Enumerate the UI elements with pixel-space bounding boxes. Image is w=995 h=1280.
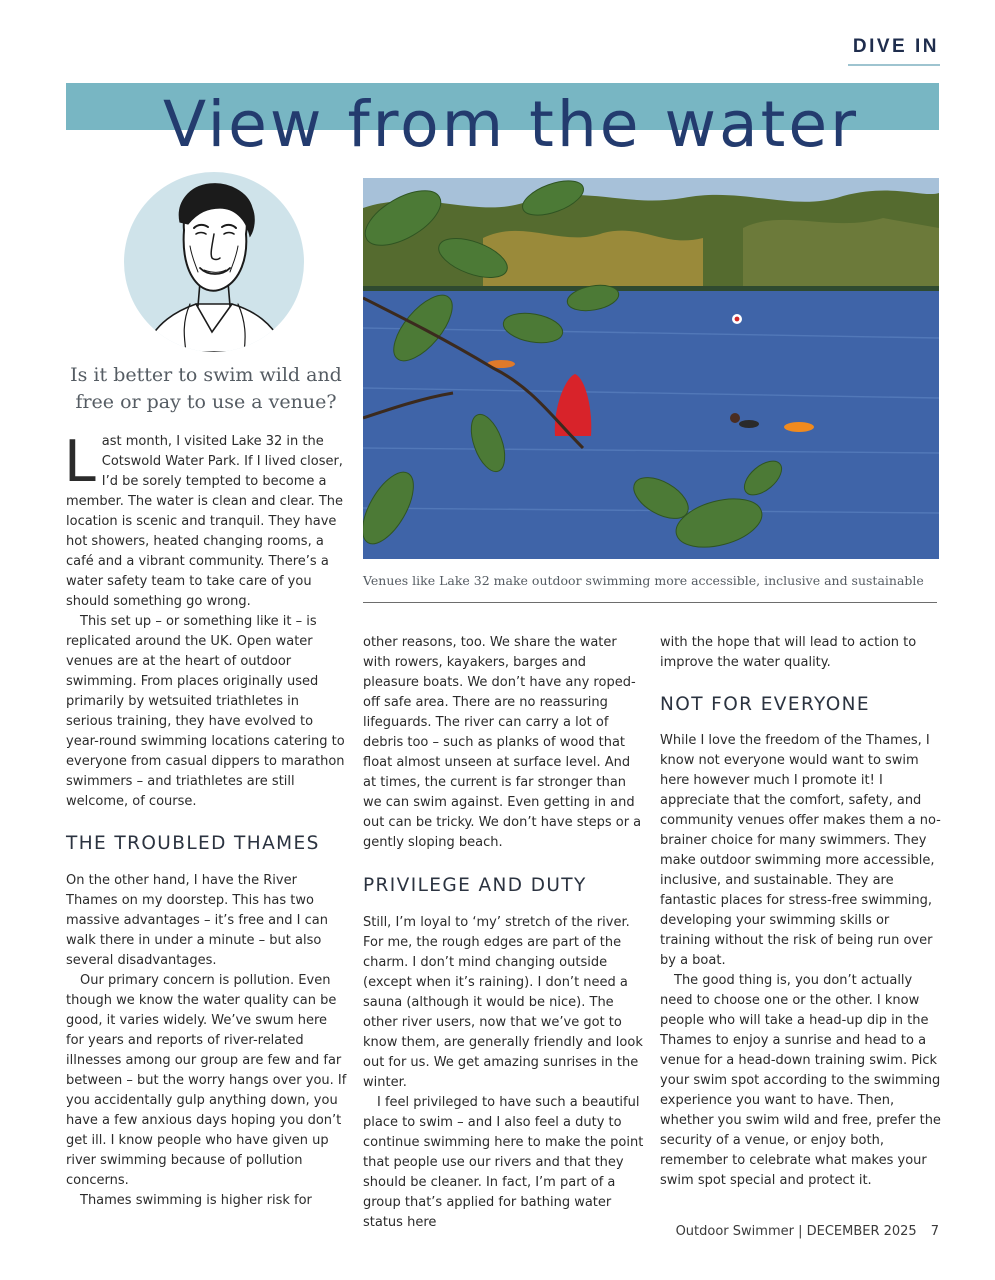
column-2	[363, 633, 646, 1233]
paragraph: Still, I’m loyal to ‘my’ stretch of the river. For me, the rough edges are part of the charm. I don’t mind changing outside (except when it’s raining). I don’t need a sauna (although it would be nice). The other river users, now that we’ve got to know them, are generally friendly and look out for us. We get amazing sunrises in the winter.	[363, 915, 643, 1090]
section-rule	[848, 64, 940, 66]
paragraph: Our primary concern is pollution. Even though we know the water quality can be good, it varies widely. We’ve swum here for years and reports of river-related illnesses among our group are few and far between – but the worry hangs over you. If you accidentally gulp anything down, you have a few anxious days hoping you don’t get ill. I know people who have given up river swimming because of pollution concerns.	[66, 973, 347, 1188]
paragraph: Thames swimming is higher risk for	[80, 1193, 312, 1208]
publication-name: Outdoor Swimmer | DECEMBER 2025	[675, 1224, 917, 1239]
lake-photo	[363, 178, 939, 559]
paragraph: This set up – or something like it – is replicated around the UK. Open water venues are at the heart of outdoor swimming. From places originally used primarily by wetsuited triathletes in serious training, they have evolved to year-round swimming locations catering to everyone from casual dippers to marathon swimmers – and triathletes are still welcome, of course.	[66, 614, 345, 809]
photo-caption: Venues like Lake 32 make outdoor swimming more accessible, inclusive and sustainable	[363, 573, 924, 588]
article-title: View from the water	[162, 88, 860, 161]
page-footer	[676, 1224, 939, 1239]
paragraph: other reasons, too. We share the water with rowers, kayakers, barges and pleasure boats. We don’t have any roped-off safe area. There are no reassuring lifeguards. The river can carry a lot of debris too – such as planks of wood that float almost unseen at surface level. And at times, the current is far stronger than we can swim against. Even getting in and out can be tricky. We don’t have steps or a gently sloping beach.	[363, 635, 642, 850]
column-3	[660, 633, 943, 1191]
section-heading: PRIVILEGE AND DUTY	[363, 875, 587, 896]
drop-cap: L	[64, 429, 96, 495]
paragraph: with the hope that will lead to action to improve the water quality.	[660, 635, 917, 670]
paragraph-text: ast month, I visited Lake 32 in the Cotswold Water Park. If I lived closer, I’d be sorely tempted to become a member. The water is clean and clear. The location is scenic and tranquil. They have hot showers, heated changing rooms, a café and a vibrant community. There’s a water safety team to take care of you should something go wrong.	[66, 434, 343, 609]
author-portrait-illustration	[124, 172, 304, 352]
page-number: 7	[930, 1224, 939, 1239]
paragraph: While I love the freedom of the Thames, I know not everyone would want to swim here however much I promote it! I appreciate that the comfort, safety, and community venues offer makes them a no-brainer choice for many swimmers. They make outdoor swimming more accessible, inclusive, and sustainable. They are fantastic places for stress-free swimming, developing your swimming skills or training without the risk of being run over by a boat.	[660, 733, 941, 968]
section-heading: NOT FOR EVERYONE	[660, 694, 871, 715]
paragraph: On the other hand, I have the River Thames on my doorstep. This has two massive advantages – it’s free and I can walk there in under a minute – but also several disadvantages.	[66, 873, 328, 968]
section-tag: DIVE IN	[852, 36, 939, 57]
column-1	[64, 429, 349, 1211]
standfirst: Is it better to swim wild and free or pay to use a venue?	[70, 364, 342, 413]
paragraph: The good thing is, you don’t actually need to choose one or the other. I know people who will take a head-up dip in the Thames to enjoy a sunrise and head to a venue for a head-down training swim. Pick your swim spot according to the swimming experience you want to have. Then, whether you swim wild and free, prefer the security of a venue, or enjoy both, remember to celebrate what makes your swim spot special and protect it.	[660, 973, 941, 1188]
caption-rule	[363, 602, 937, 603]
section-heading: THE TROUBLED THAMES	[66, 833, 320, 854]
paragraph: I feel privileged to have such a beautiful place to swim – and I also feel a duty to continue swimming here to make the point that people use our rivers and that they should be cleaner. In fact, I’m part of a group that’s applied for bathing water status here	[363, 1095, 644, 1230]
paragraph	[64, 429, 349, 612]
